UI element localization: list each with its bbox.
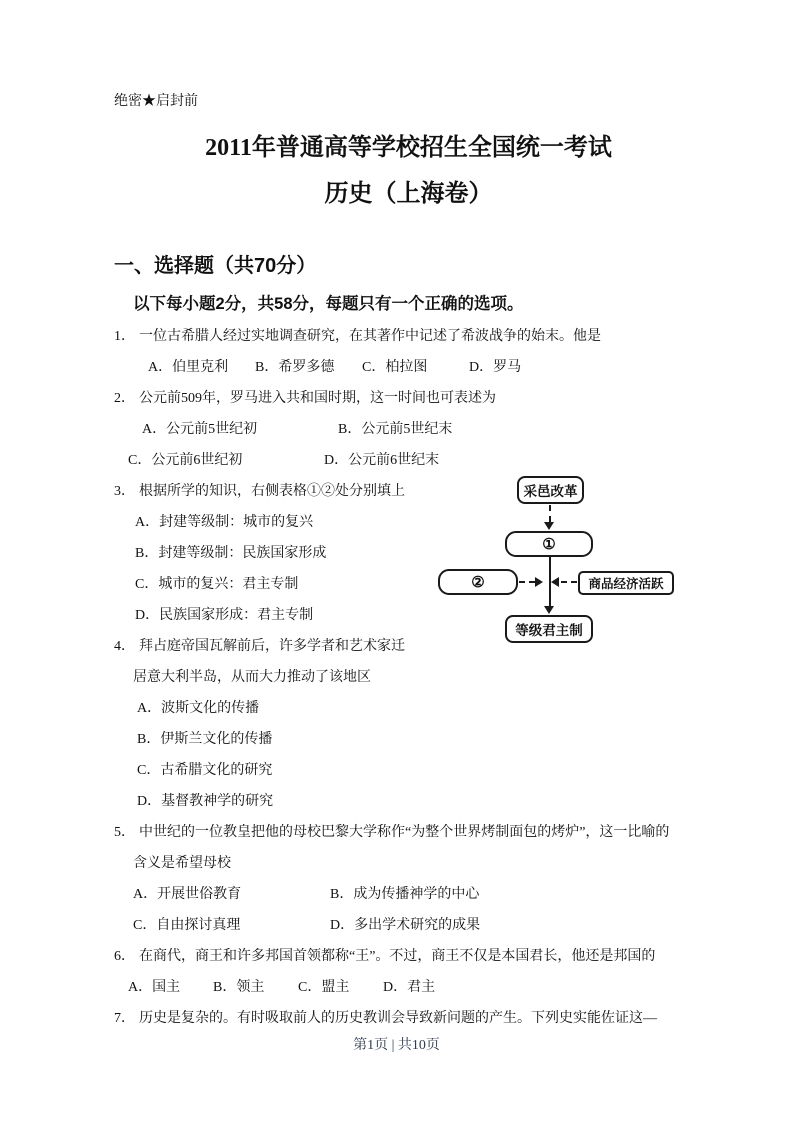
question-line <box>114 817 703 848</box>
option-c: C．公元前6世纪初 <box>128 453 243 468</box>
question-number: 3． <box>114 484 135 499</box>
question-3-4-region <box>114 476 703 693</box>
question-text: 公元前509年，罗马进入共和国时期，这一时间也可表述为 <box>139 391 496 406</box>
option-a: A．开展世俗教育 <box>133 887 242 902</box>
question-number: 2． <box>114 391 135 406</box>
option-d: D．君主 <box>383 980 436 995</box>
options-row <box>114 445 703 476</box>
question-2 <box>114 383 703 476</box>
flowchart-box-fief-reform: 采邑改革 <box>517 476 584 504</box>
question-6 <box>114 941 703 1003</box>
options-row <box>114 972 703 1003</box>
option-c: C．城市的复兴：君主专制 <box>135 577 299 592</box>
question-number: 6． <box>114 949 135 964</box>
arrow-down-icon <box>544 606 554 614</box>
flowchart-box-blank-2: ② <box>438 569 518 595</box>
option-d: D．多出学术研究的成果 <box>330 918 481 933</box>
question-line <box>114 1003 703 1034</box>
arrow-down-icon <box>544 522 554 530</box>
page-footer: 第1页 | 共10页 <box>353 1038 440 1053</box>
arrow-right-icon <box>535 577 543 587</box>
question-number: 5． <box>114 825 135 840</box>
options-row <box>114 414 703 445</box>
question-text: 一位古希腊人经过实地调查研究，在其著作中记述了希波战争的始末。他是 <box>139 329 601 344</box>
option-b: B．希罗多德 <box>255 360 335 375</box>
classification-label: 绝密★启封前 <box>114 94 198 109</box>
option-d: D．民族国家形成：君主专制 <box>135 608 314 623</box>
option-c: C．古希腊文化的研究 <box>137 763 273 778</box>
option-c: C．自由探讨真理 <box>133 918 241 933</box>
option-d: D．公元前6世纪末 <box>324 453 440 468</box>
question-text: 中世纪的一位教皇把他的母校巴黎大学称作“为整个世界烤制面包的烤炉”，这一比喻的 <box>139 825 670 840</box>
option-b: B．领主 <box>213 980 265 995</box>
question-text: 拜占庭帝国瓦解前后，许多学者和艺术家迁 <box>139 639 405 654</box>
connector-dashed-left <box>519 581 535 583</box>
question-text-continued: 居意大利半岛，从而大力推动了该地区 <box>133 670 371 685</box>
option-c: C．柏拉图 <box>362 360 428 375</box>
option-b: B．封建等级制：民族国家形成 <box>135 546 327 561</box>
flowchart-box-hierarchical-monarchy: 等级君主制 <box>505 615 593 643</box>
question-line <box>114 383 703 414</box>
question-text: 历史是复杂的。有时吸取前人的历史教训会导致新问题的产生。下列史实能佐证这— <box>139 1011 657 1026</box>
question-list <box>114 321 703 1034</box>
option-d: D．基督教神学的研究 <box>137 794 274 809</box>
option-a: A．波斯文化的传播 <box>137 701 260 716</box>
question-5 <box>114 817 703 941</box>
question-number: 7． <box>114 1011 135 1026</box>
question-text: 根据所学的知识，右侧表格①②处分别填上 <box>139 484 405 499</box>
flowchart-box-blank-1: ① <box>505 531 593 557</box>
feudal-reform-flowchart <box>438 476 678 646</box>
option-a: A．伯里克利 <box>148 360 229 375</box>
question-line <box>114 321 703 352</box>
option-a: A．封建等级制：城市的复兴 <box>135 515 314 530</box>
exam-title: 2011年普通高等学校招生全国统一考试 <box>205 135 612 161</box>
option-b: B．伊斯兰文化的传播 <box>137 732 273 747</box>
section-instruction: 以下每小题2分，共58分，每题只有一个正确的选项。 <box>133 295 524 313</box>
question-1 <box>114 321 703 383</box>
exam-subtitle: 历史（上海卷） <box>324 181 493 207</box>
options-row <box>114 879 703 910</box>
option-a: A．国主 <box>128 980 181 995</box>
question-text-continued: 含义是希望母校 <box>133 856 231 871</box>
options-row <box>114 352 703 383</box>
option-b: B．公元前5世纪末 <box>338 422 453 437</box>
connector-dashed-vertical <box>549 505 551 522</box>
connector-dashed-right <box>561 581 577 583</box>
question-number: 1． <box>114 329 135 344</box>
question-text: 在商代，商王和许多邦国首领都称“王”。不过，商王不仅是本国君长，他还是邦国的 <box>139 949 656 964</box>
option-a: A．公元前5世纪初 <box>142 422 258 437</box>
question-7 <box>114 1003 703 1034</box>
options-row <box>114 910 703 941</box>
section-heading: 一、选择题（共70分） <box>114 255 317 277</box>
arrow-left-icon <box>551 577 559 587</box>
option-d: D．罗马 <box>469 360 522 375</box>
question-4-options <box>114 693 703 817</box>
question-line <box>114 941 703 972</box>
flowchart-box-commodity-economy: 商品经济活跃 <box>578 571 674 595</box>
option-c: C．盟主 <box>298 980 350 995</box>
question-number: 4． <box>114 639 135 654</box>
option-b: B．成为传播神学的中心 <box>330 887 480 902</box>
